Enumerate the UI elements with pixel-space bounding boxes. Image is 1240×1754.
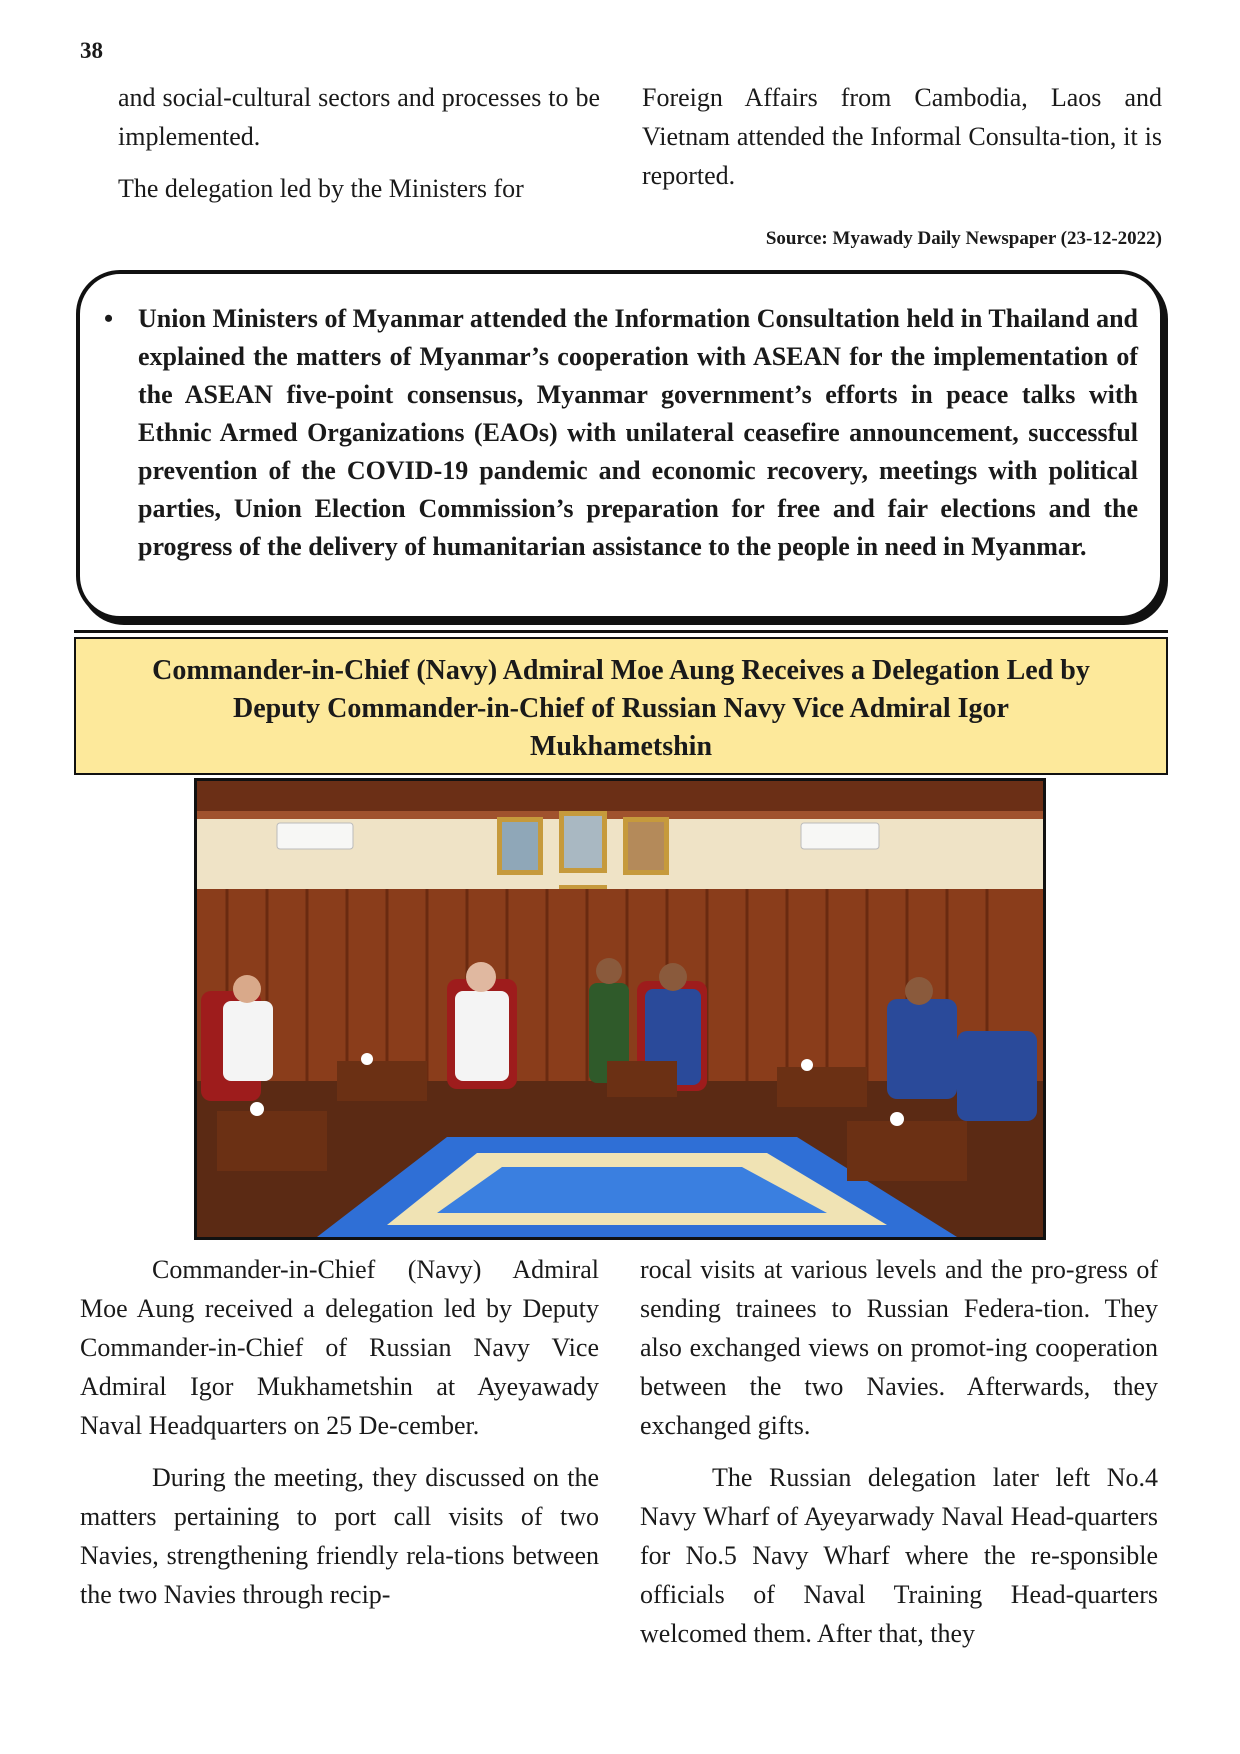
top-left-column bbox=[118, 78, 600, 221]
top-left-paragraph-2: The delegation led by the Ministers for bbox=[118, 174, 524, 203]
headline-line-2: Deputy Commander-in-Chief of Russian Navy Vice Admiral Igor bbox=[233, 693, 1009, 724]
top-right-paragraph-1: Foreign Affairs from Cambodia, Laos and Vietnam attended the Informal Consulta-tion, it is reported. bbox=[642, 83, 1162, 190]
article-right-column bbox=[640, 1250, 1158, 1666]
highlight-text: Union Ministers of Myanmar attended the Information Consultation held in Thailand and explained the matters of Myanmar’s cooperation with ASEAN for the implementation of the ASEAN five-point consensus, Myanmar government’s efforts in peace talks with Ethnic Armed Organizations (EAOs) with unilateral ceasefire announcement, successful prevention of the COVID-19 pandemic and economic recovery, meetings with political parties, Union Election Commission’s preparation for free and fair elections and the progress of the delivery of humanitarian assistance to the people in need in Myanmar. bbox=[138, 304, 1138, 561]
section-divider bbox=[74, 630, 1168, 633]
headline-line-1: Commander-in-Chief (Navy) Admiral Moe Aung Receives a Delegation Led by bbox=[152, 655, 1090, 686]
source-citation: Source: Myawady Daily Newspaper (23-12-2022) bbox=[765, 228, 1162, 249]
page-number: 38 bbox=[80, 38, 103, 63]
headline-line-3: Mukhametshin bbox=[529, 731, 713, 762]
article-paragraph-2: During the meeting, they discussed on the matters pertaining to port call visits of two Navies, strengthening friendly rela-tions between the two Navies through recip- bbox=[80, 1463, 599, 1609]
article-paragraph-4: The Russian delegation later left No.4 Navy Wharf of Ayeyarwady Naval Head-quarters for No.5 Navy Wharf where the re-sponsible officials of Naval Training Head-quarters welcomed them. After that, they bbox=[640, 1463, 1158, 1648]
article-paragraph-3: rocal visits at various levels and the pro-gress of sending trainees to Russian Federa-tion. They also exchanged views on promot-ing cooperation between the two Navies. Afterwards, they exchanged gifts. bbox=[640, 1255, 1158, 1440]
top-right-column bbox=[642, 78, 1162, 208]
article-left-column bbox=[80, 1250, 599, 1627]
highlight-box bbox=[76, 270, 1164, 620]
article-headline bbox=[74, 637, 1168, 775]
meeting-photo-illustration bbox=[197, 781, 1043, 1237]
article-paragraph-1: Commander-in-Chief (Navy) Admiral Moe Aung received a delegation led by Deputy Commander-in-Chief of Russian Navy Vice Admiral Igor Mukhametshin at Ayeyawady Naval Headquarters on 25 De-cember. bbox=[80, 1255, 599, 1440]
top-left-paragraph-1: and social-cultural sectors and processes to be implemented. bbox=[118, 83, 600, 151]
bullet-icon: • bbox=[104, 304, 114, 333]
meeting-photo bbox=[194, 778, 1046, 1240]
